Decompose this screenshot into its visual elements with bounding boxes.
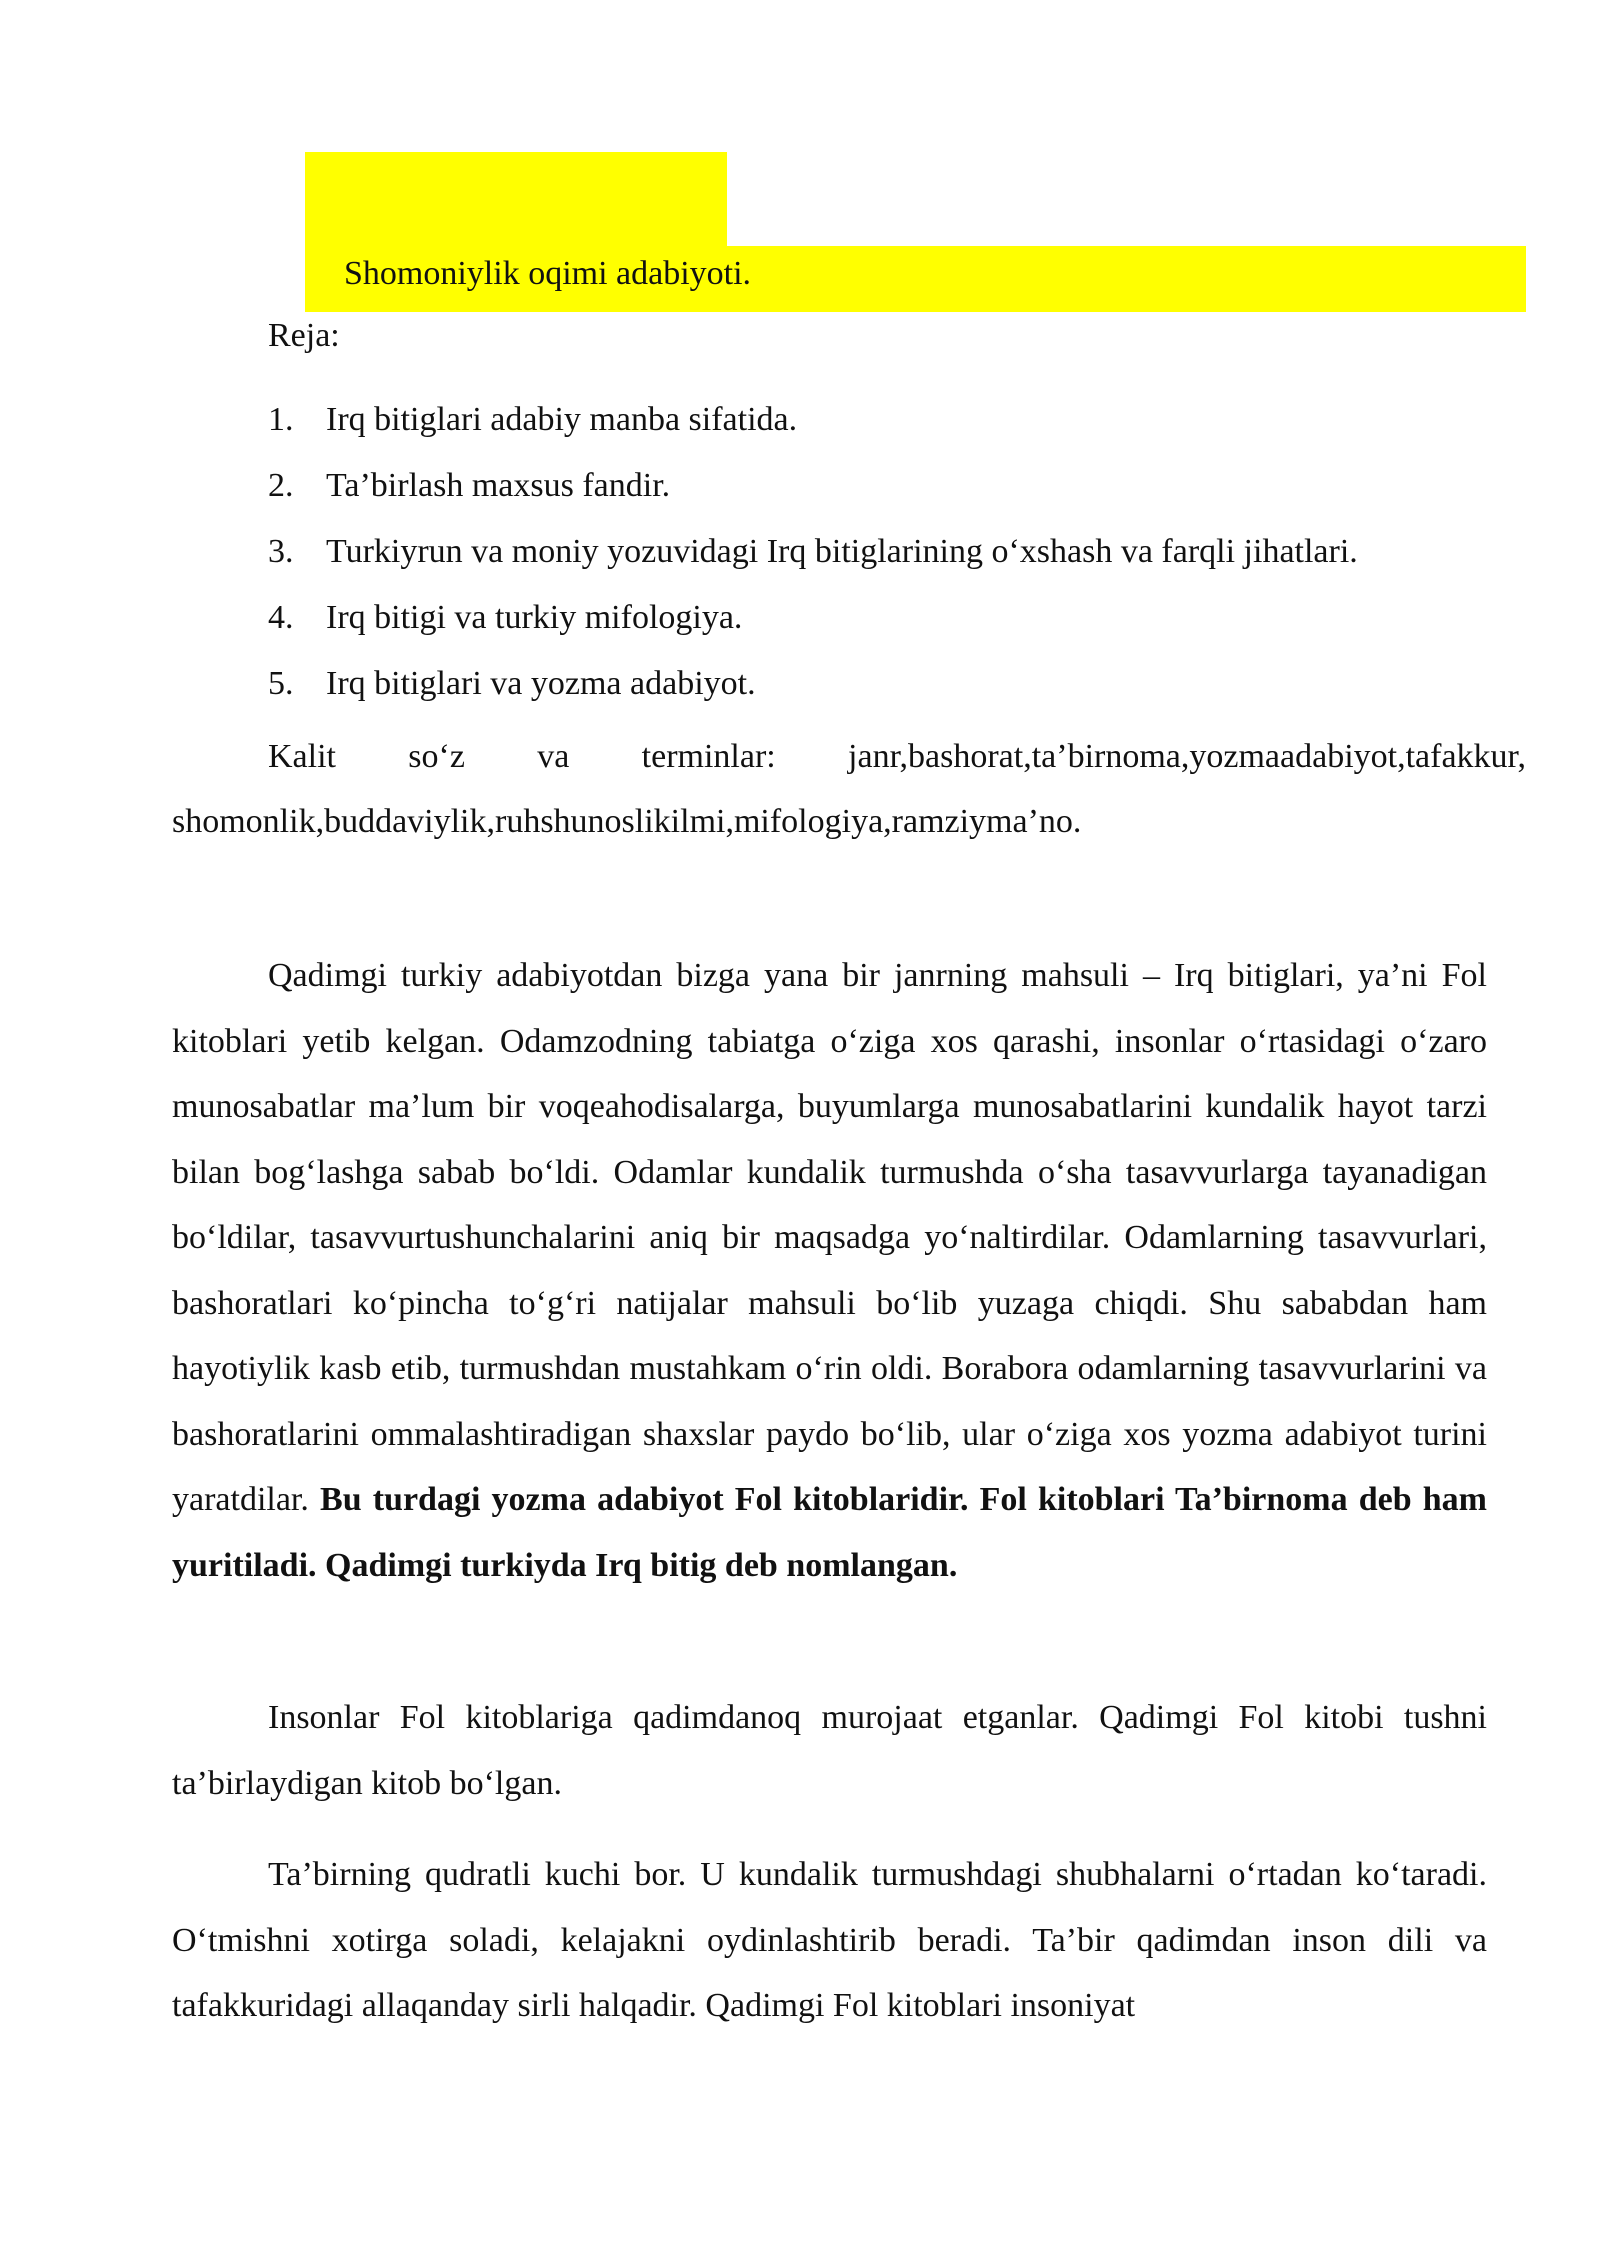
- plan-item-text: Ta’birlash maxsus fandir.: [326, 467, 671, 504]
- title-highlight-top: [305, 152, 727, 248]
- plan-item: [268, 530, 1358, 596]
- plan-item: [268, 596, 1358, 662]
- body-paragraph: Insonlar Fol kitoblariga qadimdanoq murojaat etganlar. Qadimgi Fol kitobi tushni ta’birlaydigan kitob bo‘lgan.: [172, 1699, 1487, 1802]
- plan-heading: Reja:: [268, 317, 340, 354]
- plan-item-text: Turkiyrun va moniy yozuvidagi Irq bitiglarining o‘xshash va farqli jihatlari.: [326, 533, 1358, 570]
- paragraph-text: Qadimgi turkiy adabiyotdan bizga yana bir janrning mahsuli – Irq bitiglari, ya’ni Fol kitoblari yetib kelgan. Odamzodning tabiatga o‘ziga xos qarashi, insonlar o‘rtasidagi o‘zaro munosabatlar ma’lum bir voqeahodisalarga, buyumlarga munosabatlarini kundalik hayot tarzi bilan bog‘lashga sabab bo‘ldi. Odamlar kundalik turmushda o‘sha tasavvurlarga tayanadigan bo‘ldilar, tasavvurtushunchalarini aniq bir maqsadga yo‘naltirdilar. Odamlarning tasavvurlari, bashoratlari ko‘pincha to‘g‘ri natijalar mahsuli bo‘lib yuzaga chiqdi. Shu sababdan ham hayotiylik kasb etib, turmushdan mustahkam o‘rin oldi. Borabora odamlarning tasavvurlarini va bashoratlarini ommalashtiradigan shaxslar paydo bo‘lib, ular o‘ziga xos yozma adabiyot turini yaratdilar.: [172, 957, 1487, 1518]
- plan-item-number: 2.: [268, 467, 294, 504]
- plan-item-text: Irq bitiglari va yozma adabiyot.: [326, 665, 756, 702]
- plan-item-number: 3.: [268, 533, 294, 570]
- plan-item: [268, 662, 1358, 728]
- plan-list: [268, 398, 1358, 728]
- plan-item-number: 1.: [268, 401, 294, 438]
- plan-item-number: 4.: [268, 599, 294, 636]
- plan-item: [268, 398, 1358, 464]
- plan-item-number: 5.: [268, 665, 294, 702]
- plan-item-text: Irq bitiglari adabiy manba sifatida.: [326, 401, 798, 438]
- plan-item: [268, 464, 1358, 530]
- keywords-paragraph: Kalit so‘z va terminlar: janr,bashorat,ta’birnoma,yozmaadabiyot,tafakkur, shomonlik,buddaviylik,ruhshunoslikilmi,mifologiya,ramziyma’no.: [172, 738, 1526, 840]
- body-paragraph: Ta’birning qudratli kuchi bor. U kundalik turmushdagi shubhalarni o‘rtadan ko‘taradi. O‘tmishni xotirga soladi, kelajakni oydinlashtirib beradi. Ta’bir qadimdan inson dili va tafakkuridagi allaqanday sirli halqadir. Qadimgi Fol kitoblari insoniyat: [172, 1856, 1487, 2024]
- paragraph-bold-text: Bu turdagi yozma adabiyot Fol kitoblaridir. Fol kitoblari Ta’birnoma deb ham yuritiladi. Qadimgi turkiyda Irq bitig deb nomlangan.: [172, 1481, 1487, 1584]
- document-title: Shomoniylik oqimi adabiyoti.: [344, 255, 752, 292]
- body-paragraph: [172, 943, 1487, 1598]
- plan-item-text: Irq bitigi va turkiy mifologiya.: [326, 599, 743, 636]
